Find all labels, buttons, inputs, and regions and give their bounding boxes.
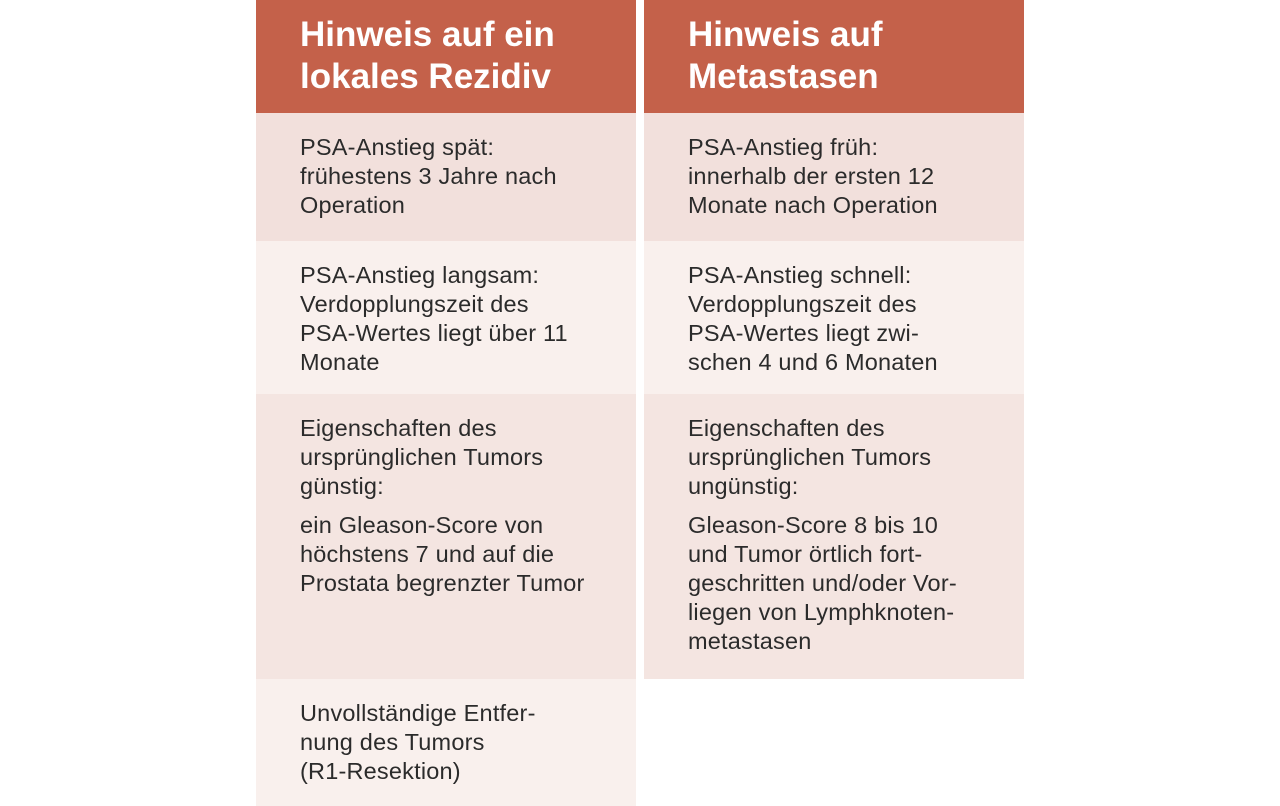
cell-paragraph — [300, 699, 616, 786]
header-line: Metastasen — [688, 57, 879, 96]
text-line: Operation — [300, 192, 406, 218]
text-line: ein Gleason-Score von — [300, 512, 544, 538]
text-line: Eigenschaften des — [688, 415, 885, 441]
cell-paragraph — [688, 133, 1004, 220]
text-line: ursprünglichen Tumors — [688, 444, 932, 470]
cell-paragraph — [300, 414, 616, 501]
table-cell-psa-timing — [644, 113, 1024, 241]
text-line: PSA-Anstieg früh: — [688, 134, 879, 160]
cell-paragraph — [688, 261, 1004, 377]
column-local-recurrence — [256, 0, 636, 806]
text-line: metastasen — [688, 628, 812, 654]
table-cell-psa-speed — [256, 241, 636, 394]
table-cell-tumor-properties — [256, 394, 636, 679]
table-cell-empty — [644, 679, 1024, 806]
text-line: Eigenschaften des — [300, 415, 497, 441]
text-line: PSA-Wertes liegt über 11 — [300, 320, 568, 346]
cell-paragraph — [688, 414, 1004, 501]
text-line: innerhalb der ersten 12 — [688, 163, 935, 189]
header-line: lokales Rezidiv — [300, 57, 551, 96]
header-line: Hinweis auf ein — [300, 15, 555, 54]
text-line: höchstens 7 und auf die — [300, 541, 555, 567]
column-header — [644, 0, 1024, 113]
table-cell-psa-speed — [644, 241, 1024, 394]
text-line: Gleason-Score 8 bis 10 — [688, 512, 938, 538]
text-line: PSA-Anstieg schnell: — [688, 262, 912, 288]
text-line: schen 4 und 6 Monaten — [688, 349, 938, 375]
text-line: Monate nach Operation — [688, 192, 938, 218]
column-header — [256, 0, 636, 113]
table-cell-tumor-properties — [644, 394, 1024, 679]
text-line: frühestens 3 Jahre nach — [300, 163, 557, 189]
table-cell-psa-timing — [256, 113, 636, 241]
cell-paragraph — [688, 511, 1004, 656]
text-line: ursprünglichen Tumors — [300, 444, 544, 470]
text-line: PSA-Wertes liegt zwi- — [688, 320, 919, 346]
text-line: ungünstig: — [688, 473, 799, 499]
text-line: nung des Tumors — [300, 729, 485, 755]
text-line: liegen von Lymphknoten- — [688, 599, 955, 625]
text-line: und Tumor örtlich fort- — [688, 541, 923, 567]
table-cell-resection — [256, 679, 636, 806]
header-line: Hinweis auf — [688, 15, 883, 54]
text-line: Verdopplungszeit des — [688, 291, 917, 317]
text-line: Prostata begrenzter Tumor — [300, 570, 585, 596]
cell-paragraph — [300, 511, 616, 598]
text-line: PSA-Anstieg spät: — [300, 134, 495, 160]
text-line: (R1-Resektion) — [300, 758, 461, 784]
text-line: Monate — [300, 349, 380, 375]
cell-paragraph — [300, 133, 616, 220]
text-line: Unvollständige Entfer- — [300, 700, 536, 726]
text-line: PSA-Anstieg langsam: — [300, 262, 540, 288]
text-line: geschritten und/oder Vor- — [688, 570, 957, 596]
text-line: günstig: — [300, 473, 384, 499]
column-metastases — [644, 0, 1024, 806]
text-line: Verdopplungszeit des — [300, 291, 529, 317]
cell-paragraph — [300, 261, 616, 377]
